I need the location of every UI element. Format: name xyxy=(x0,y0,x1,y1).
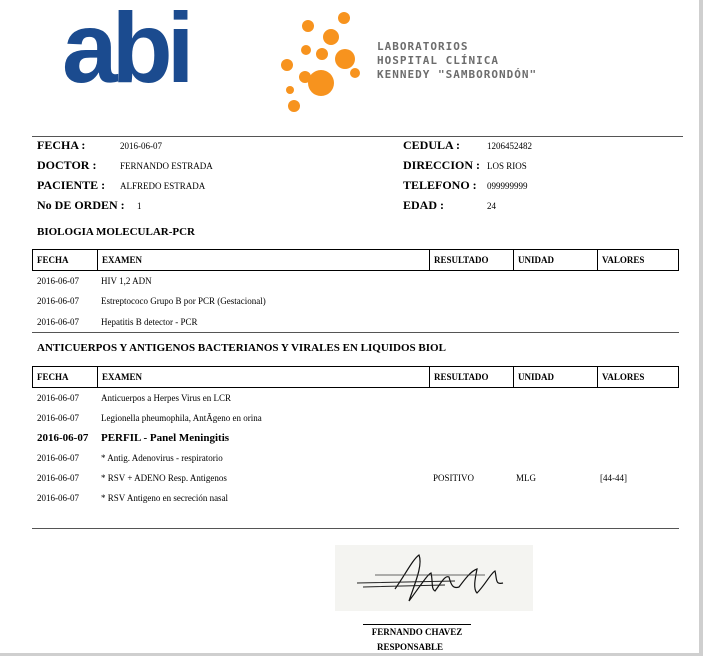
row-exam: PERFIL - Panel Meningitis xyxy=(101,432,230,444)
col-fecha: FECHA xyxy=(37,372,69,382)
col-unidad: UNIDAD xyxy=(513,250,597,270)
section1-title: BIOLOGIA MOLECULAR-PCR xyxy=(37,226,195,238)
col-valores: VALORES xyxy=(597,367,678,387)
row-exam: Hepatitis B detector - PCR xyxy=(101,317,198,327)
direccion-label: DIRECCION : xyxy=(403,158,481,172)
row-unidad: MLG xyxy=(516,473,536,483)
row-date: 2016-06-07 xyxy=(37,413,79,423)
doctor-value: FERNANDO ESTRADA xyxy=(120,161,213,171)
row-resultado: POSITIVO xyxy=(433,473,475,483)
col-resultado: RESULTADO xyxy=(429,250,513,270)
fecha-value: 2016-06-07 xyxy=(120,141,162,151)
row-exam: HIV 1,2 ADN xyxy=(101,276,152,286)
orden-label: No DE ORDEN : xyxy=(37,198,125,212)
row-date: 2016-06-07 xyxy=(37,276,79,286)
lab-name-line2: HOSPITAL CLÍNICA xyxy=(377,54,499,67)
row-exam: * RSV Antigeno en secreción nasal xyxy=(101,493,229,503)
row-date: 2016-06-07 xyxy=(37,393,79,403)
edad-label: EDAD : xyxy=(403,198,444,212)
signature-scribble xyxy=(335,545,533,611)
edad-value: 24 xyxy=(487,201,496,211)
col-examen: EXAMEN xyxy=(97,367,429,387)
row-date: 2016-06-07 xyxy=(37,296,79,306)
header-divider xyxy=(32,136,683,137)
signature-image xyxy=(335,545,533,611)
abi-logo xyxy=(60,10,370,115)
col-fecha: FECHA xyxy=(37,255,69,265)
row-date: 2016-06-07 xyxy=(37,432,89,444)
signature-role: RESPONSABLE xyxy=(376,642,444,652)
orden-value: 1 xyxy=(137,201,142,211)
lab-name-line1: LABORATORIOS xyxy=(377,40,469,53)
row-exam: Legionella pheumophila, AntÃgeno en orina xyxy=(101,413,262,423)
doctor-label: DOCTOR : xyxy=(37,158,97,172)
row-exam: * Antig. Adenovirus - respiratorio xyxy=(101,453,223,463)
section1-table-header xyxy=(32,249,679,271)
telefono-value: 099999999 xyxy=(487,181,528,191)
row-exam: Estreptococo Grupo B por PCR (Gestacional) xyxy=(101,296,266,306)
section-divider xyxy=(32,332,679,333)
row-date: 2016-06-07 xyxy=(37,317,79,327)
row-date: 2016-06-07 xyxy=(37,453,79,463)
section2-table-header xyxy=(32,366,679,388)
signature-line xyxy=(363,624,471,625)
logo-dots xyxy=(281,12,360,112)
col-valores: VALORES xyxy=(597,250,678,270)
row-exam: * RSV + ADENO Resp. Antigenos xyxy=(101,473,227,483)
telefono-label: TELEFONO : xyxy=(403,178,477,192)
lab-name xyxy=(377,40,537,82)
direccion-value: LOS RIOS xyxy=(487,161,527,171)
cedula-label: CEDULA : xyxy=(403,138,461,152)
row-date: 2016-06-07 xyxy=(37,473,79,483)
row-exam: Anticuerpos a Herpes Virus en LCR xyxy=(101,393,232,403)
logo-wordmark: abi xyxy=(62,10,189,104)
row-date: 2016-06-07 xyxy=(37,493,79,503)
paciente-label: PACIENTE : xyxy=(37,178,106,192)
cedula-value: 1206452482 xyxy=(487,141,532,151)
fecha-label: FECHA : xyxy=(37,138,86,152)
window-right-edge xyxy=(699,0,703,656)
col-unidad: UNIDAD xyxy=(513,367,597,387)
section2-title: ANTICUERPOS Y ANTIGENOS BACTERIANOS Y VIRALES EN LIQUIDOS BIOL xyxy=(37,342,446,354)
paciente-value: ALFREDO ESTRADA xyxy=(120,181,206,191)
lab-name-line3: KENNEDY "SAMBORONDÓN" xyxy=(377,68,538,81)
col-resultado: RESULTADO xyxy=(429,367,513,387)
col-examen: EXAMEN xyxy=(97,250,429,270)
signature-name: FERNANDO CHAVEZ xyxy=(371,627,463,637)
row-valores: [44-44] xyxy=(600,473,627,483)
footer-divider xyxy=(32,528,679,529)
